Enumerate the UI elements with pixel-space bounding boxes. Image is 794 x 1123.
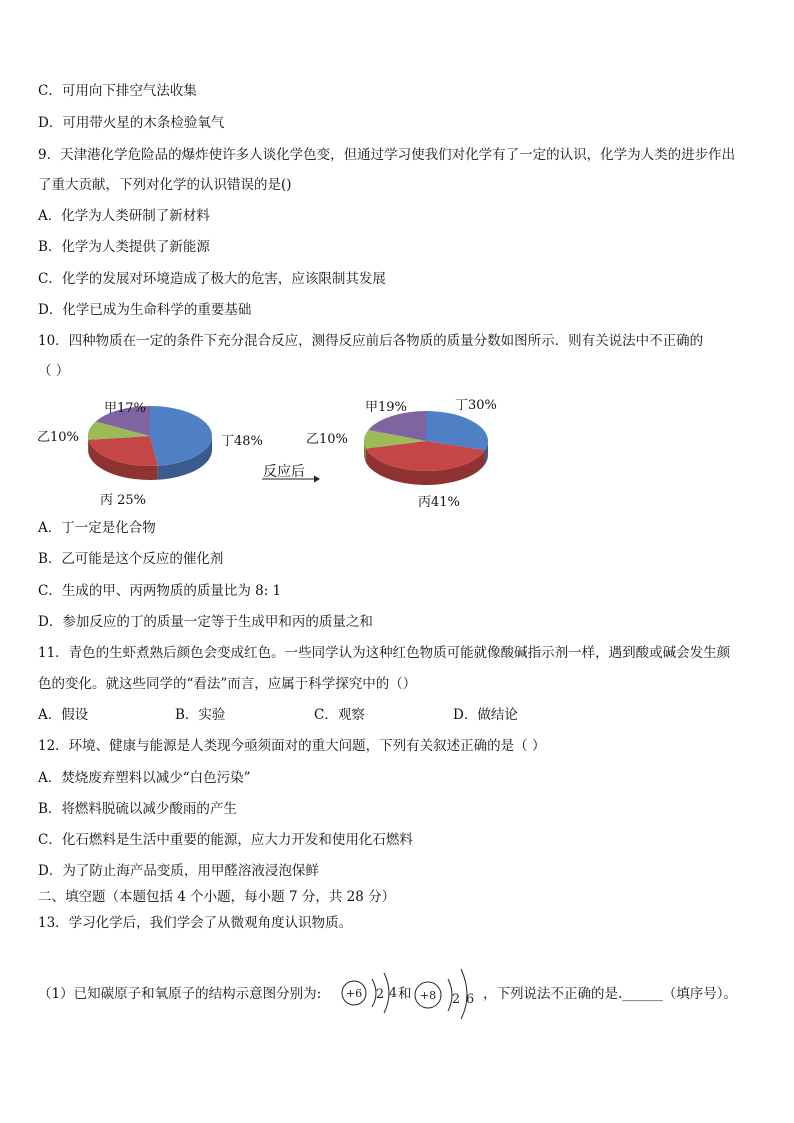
oxygen-shell-2: 6 — [465, 992, 475, 1007]
arrow-label: 反应后 — [263, 464, 305, 480]
carbon-shell-2: 4 — [388, 986, 398, 1001]
q13-stem: 13．学习化学后，我们学会了从微观角度认识物质。 — [38, 915, 353, 931]
q11-stem-line2: 色的变化。就这些同学的“看法”而言，应属于科学探究中的（） — [38, 676, 417, 692]
pie-after-label-jia: 甲19% — [365, 400, 407, 415]
q9-option-a: A．化学为人类研制了新材料 — [38, 208, 210, 224]
carbon-shell-1: 2 — [375, 987, 385, 1002]
pie-chart-before — [80, 400, 225, 495]
section-2-heading: 二、填空题（本题包括 4 个小题，每小题 7 分，共 28 分） — [38, 889, 396, 905]
oxygen-shell-1: 2 — [451, 992, 461, 1007]
pie-before-label-yi: 乙10% — [37, 430, 79, 445]
q9-stem-line1: 9．天津港化学危险品的爆炸使许多人谈化学色变，但通过学习使我们对化学有了一定的认识，化学为人类的进步作出 — [38, 147, 736, 163]
q10-option-c: C．生成的甲、丙两物质的质量比为 8: 1 — [38, 583, 282, 599]
oxygen-nucleus-label: +8 — [419, 989, 437, 1002]
q13-part1-suffix: ，下列说法不正确的是.______（填序号）。 — [483, 986, 738, 1002]
q11-option-d: D．做结论 — [453, 707, 518, 723]
q12-option-b: B．将燃料脱硫以减少酸雨的产生 — [38, 801, 237, 817]
q12-option-a: A．焚烧废弃塑料以减少“白色污染” — [38, 770, 251, 786]
q9-option-d: D．化学已成为生命科学的重要基础 — [38, 302, 252, 318]
pie-chart-after — [356, 405, 501, 497]
q10-stem-line2: （ ） — [38, 363, 70, 379]
carbon-atom-diagram — [338, 965, 398, 1023]
q8-option-d: D．可用带火星的木条检验氧气 — [38, 115, 225, 131]
carbon-nucleus-label: +6 — [345, 987, 363, 1000]
oxygen-atom-diagram — [410, 963, 478, 1023]
pie-before-label-ding: 丁48% — [221, 434, 263, 449]
q10-stem-line1: 10．四种物质在一定的条件下充分混合反应，测得反应前后各物质的质量分数如图所示．则有关说法中不正确的 — [38, 333, 704, 349]
q10-option-d: D．参加反应的丁的质量一定等于生成甲和丙的质量之和 — [38, 614, 373, 630]
pie-before-slices — [88, 406, 212, 480]
q12-option-c: C．化石燃料是生活中重要的能源，应大力开发和使用化石燃料 — [38, 832, 413, 848]
q10-option-a: A．丁一定是化合物 — [38, 520, 156, 536]
q10-option-b: B．乙可能是这个反应的催化剂 — [38, 551, 224, 567]
pie-before-label-bing: 丙 25% — [100, 493, 147, 508]
q8-option-c: C．可用向下排空气法收集 — [38, 83, 197, 99]
q13-part1-prefix: （1）已知碳原子和氧原子的结构示意图分别为: — [38, 986, 322, 1002]
q11-stem-line1: 11．青色的生虾煮熟后颜色会变成红色。一些同学认为这种红色物质可能就像酸碱指示剂一样，遇到酸或碱会发生颜 — [38, 645, 731, 661]
pie-after-slices — [364, 411, 488, 485]
q11-option-a: A．假设 — [38, 707, 89, 723]
q9-option-b: B．化学为人类提供了新能源 — [38, 239, 210, 255]
pie-after-label-yi: 乙10% — [306, 432, 348, 447]
arrow-icon — [262, 474, 320, 484]
q9-stem-line2: 了重大贡献，下列对化学的认识错误的是() — [38, 177, 292, 193]
pie-before-label-jia: 甲17% — [104, 401, 146, 416]
q11-option-c: C．观察 — [314, 707, 365, 723]
q11-options — [38, 706, 518, 724]
q11-option-b: B．实验 — [175, 707, 226, 723]
q9-option-c: C．化学的发展对环境造成了极大的危害，应该限制其发展 — [38, 271, 386, 287]
q12-option-d: D．为了防止海产品变质，用甲醛溶液浸泡保鲜 — [38, 863, 319, 879]
q13-part1-and: 和 — [398, 986, 412, 1002]
pie-after-label-bing: 丙41% — [418, 495, 460, 510]
q12-stem: 12．环境、健康与能源是人类现今亟须面对的重大问题，下列有关叙述正确的是（ ） — [38, 738, 546, 754]
pie-after-label-ding: 丁30% — [455, 398, 497, 413]
